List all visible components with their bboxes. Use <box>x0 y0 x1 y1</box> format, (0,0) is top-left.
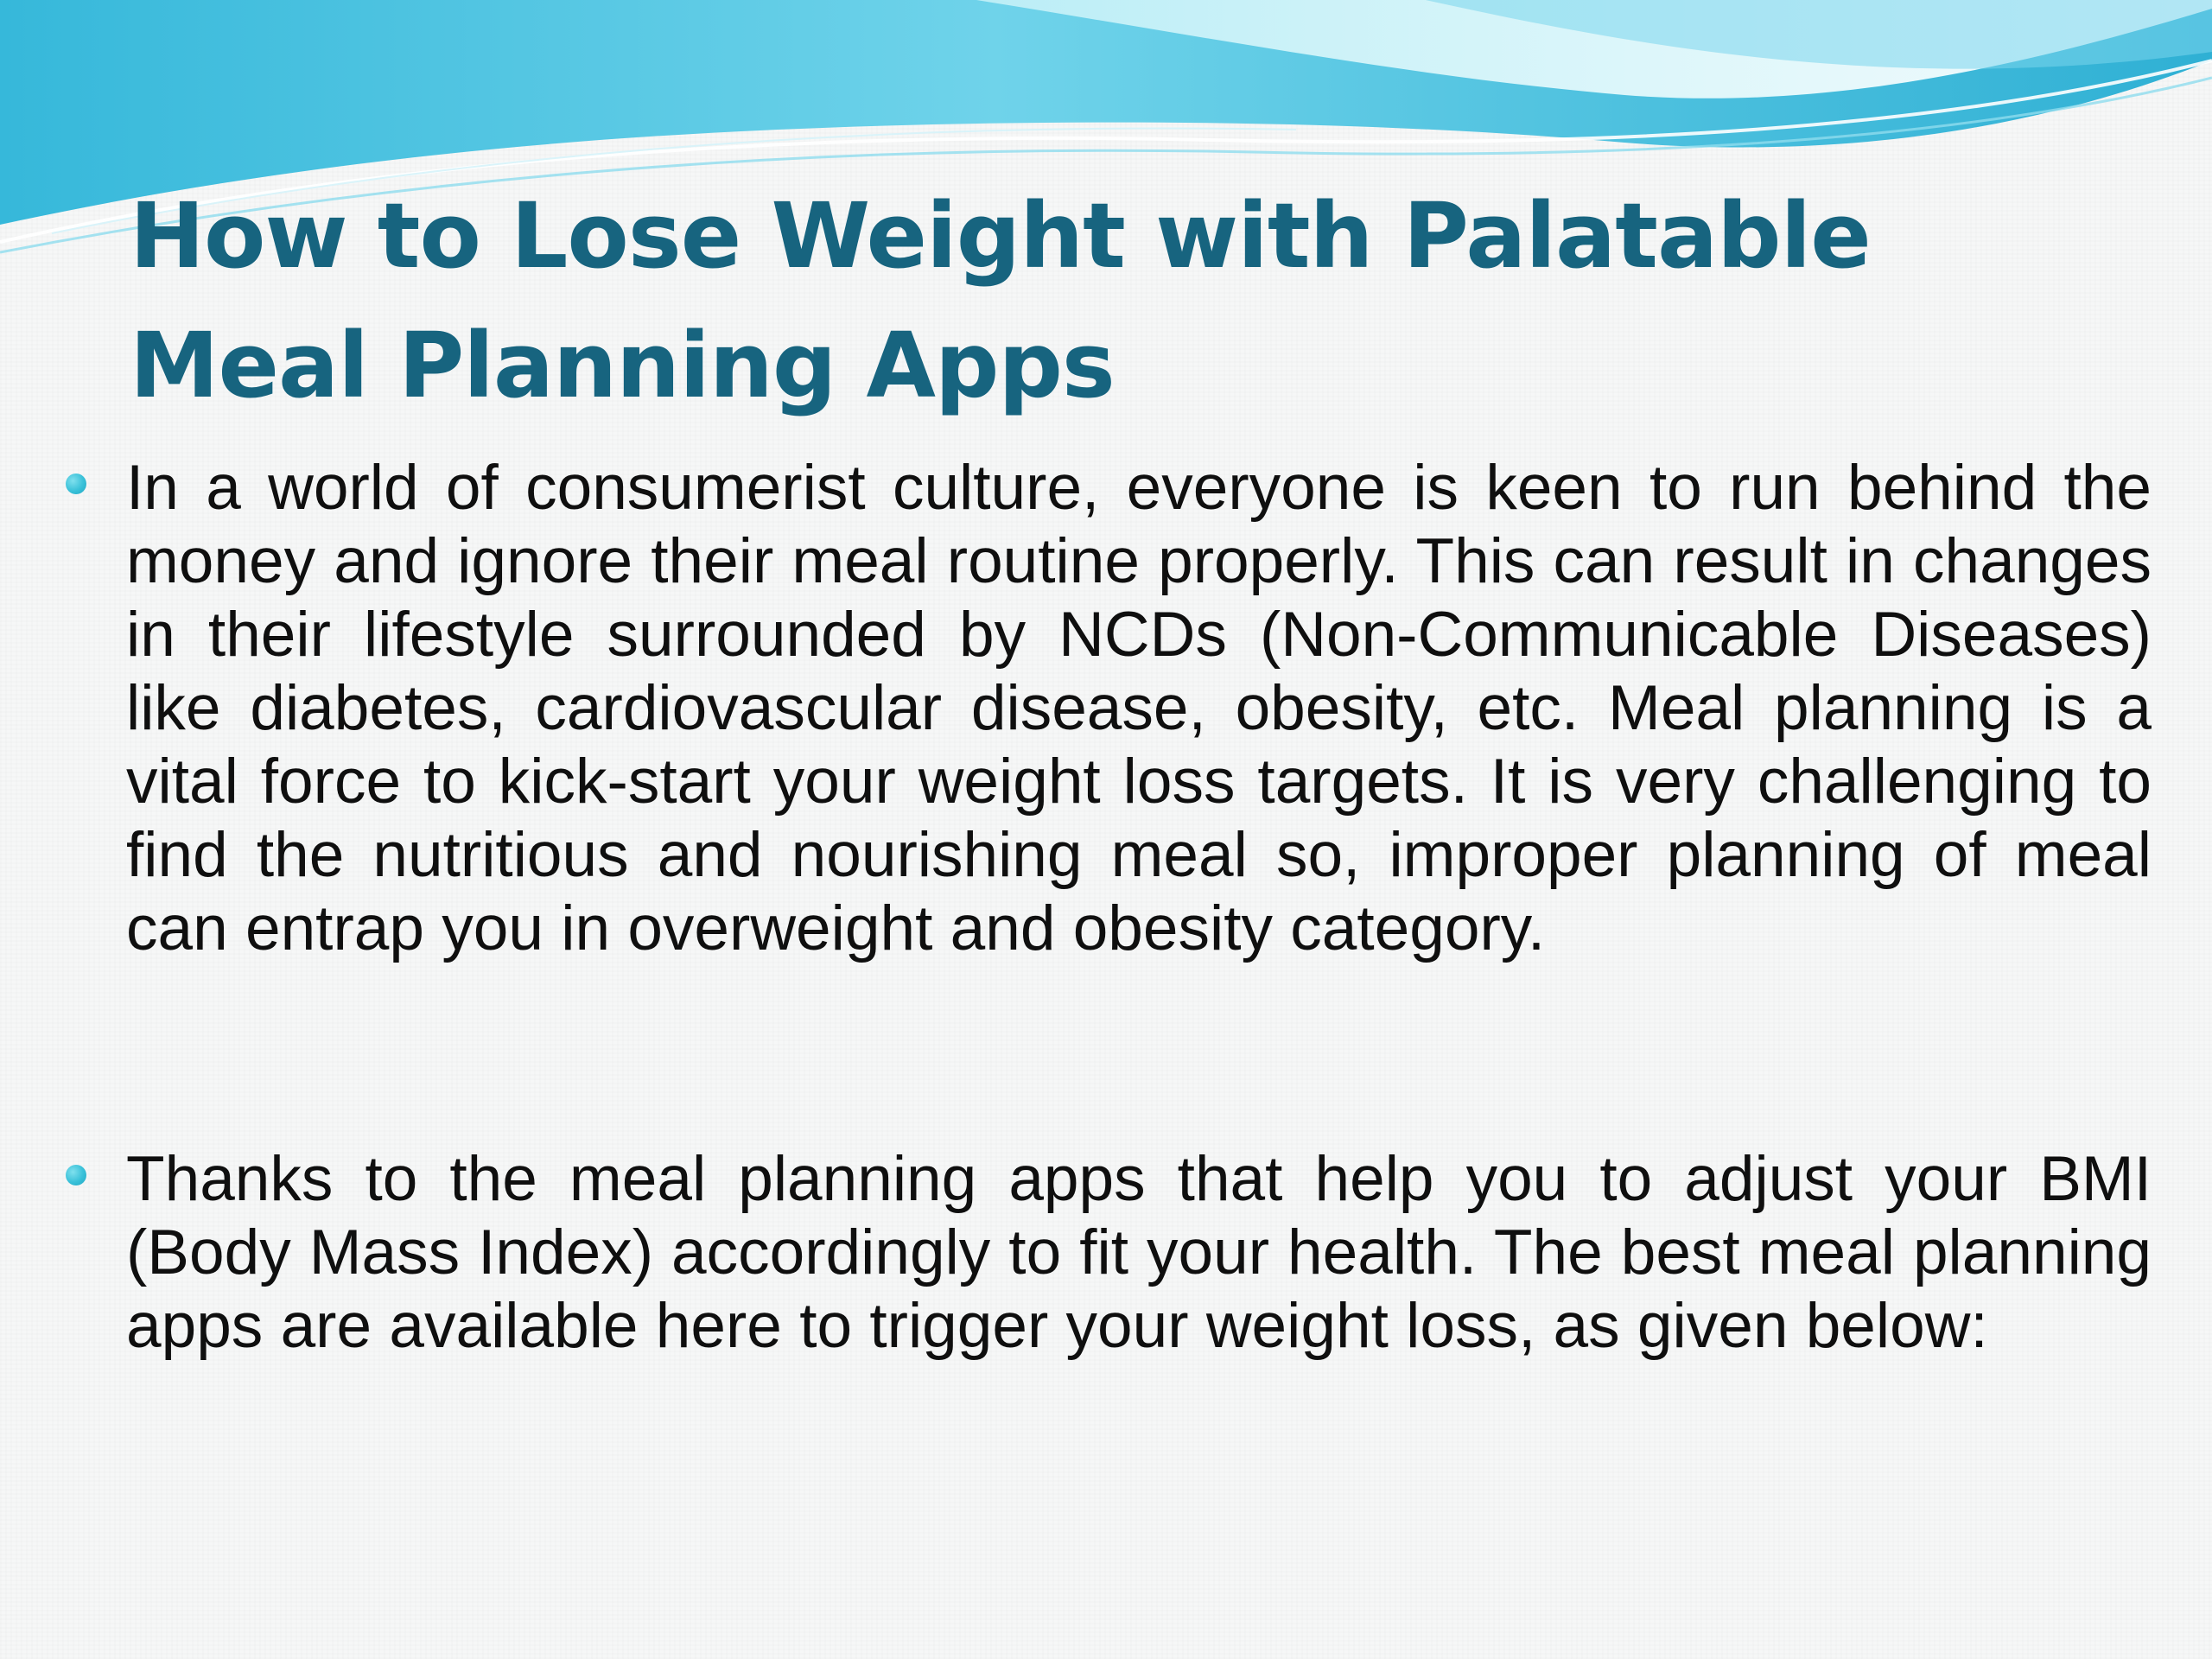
bullet-item <box>126 1142 2152 1363</box>
slide-title: How to Lose Weight with Palatable Meal Planning Apps <box>130 183 1871 418</box>
bullet-dot-icon <box>66 1165 86 1185</box>
bullet-item <box>126 451 2152 965</box>
bullet-dot-icon <box>66 474 86 494</box>
bullet-text: In a world of consumerist culture, everyone is keen to run behind the money and ignore their meal routine properly. This can result in changes in their lifestyle surrounded by NCDs (Non-Communicable Diseases) like diabetes, cardiovascular disease, obesity, etc. Meal planning is a vital force to kick-start your weight loss targets. It is very challenging to find the nutritious and nourishing meal so, improper planning of meal can entrap you in overweight and obesity category. <box>126 453 2152 963</box>
bullet-text: Thanks to the meal planning apps that help you to adjust your BMI (Body Mass Index) accordingly to fit your health. The best meal planning apps are available here to trigger your weight loss, as given below: <box>126 1144 2152 1361</box>
